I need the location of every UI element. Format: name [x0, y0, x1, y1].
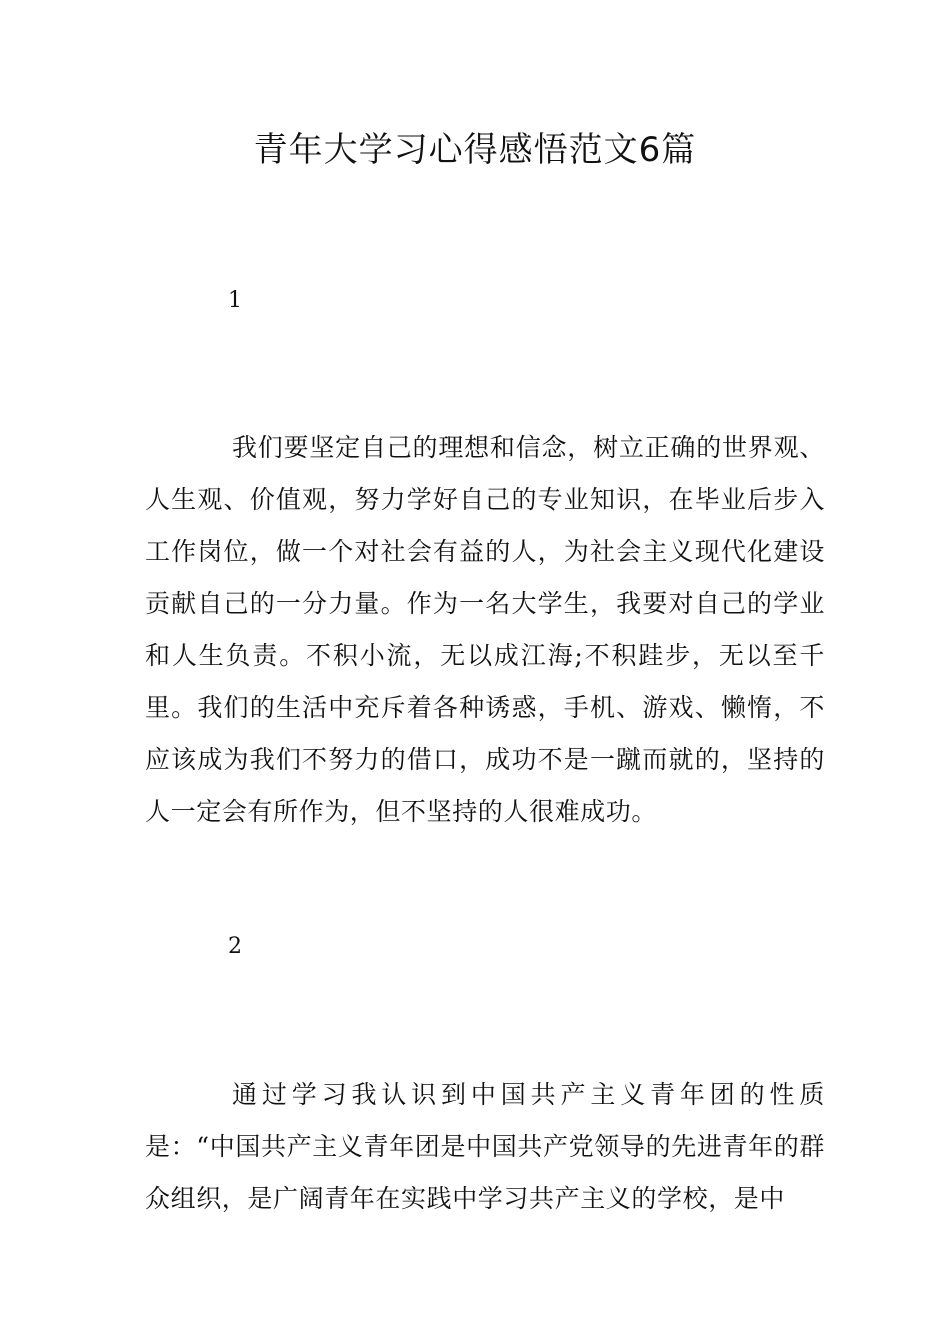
- section-number-2: 2: [228, 934, 242, 959]
- section-1-paragraph: 我们要坚定自己的理想和信念，树立正确的世界观、人生观、价值观，努力学好自己的专业知识，在毕业后步入工作岗位，做一个对社会有益的人，为社会主义现代化建设贡献自己的一分力量。作为一名大学生，我要对自己的学业和人生负责。不积小流，无以成江海;不积跬步，无以至千里。我们的生活中充斥着各种诱惑，手机、游戏、懒惰，不应该成为我们不努力的借口，成功不是一蹴而就的，坚持的人一定会有所作为，但不坚持的人很难成功。: [145, 433, 825, 826]
- section-number-1: 1: [228, 288, 242, 313]
- section-2-paragraph: 通过学习我认识到中国共产主义青年团的性质是：“中国共产主义青年团是中国共产党领导的先进青年的群众组织，是广阔青年在实践中学习共产主义的学校，是中: [145, 1080, 825, 1213]
- document-title: 青年大学习心得感悟范文6篇: [253, 130, 697, 170]
